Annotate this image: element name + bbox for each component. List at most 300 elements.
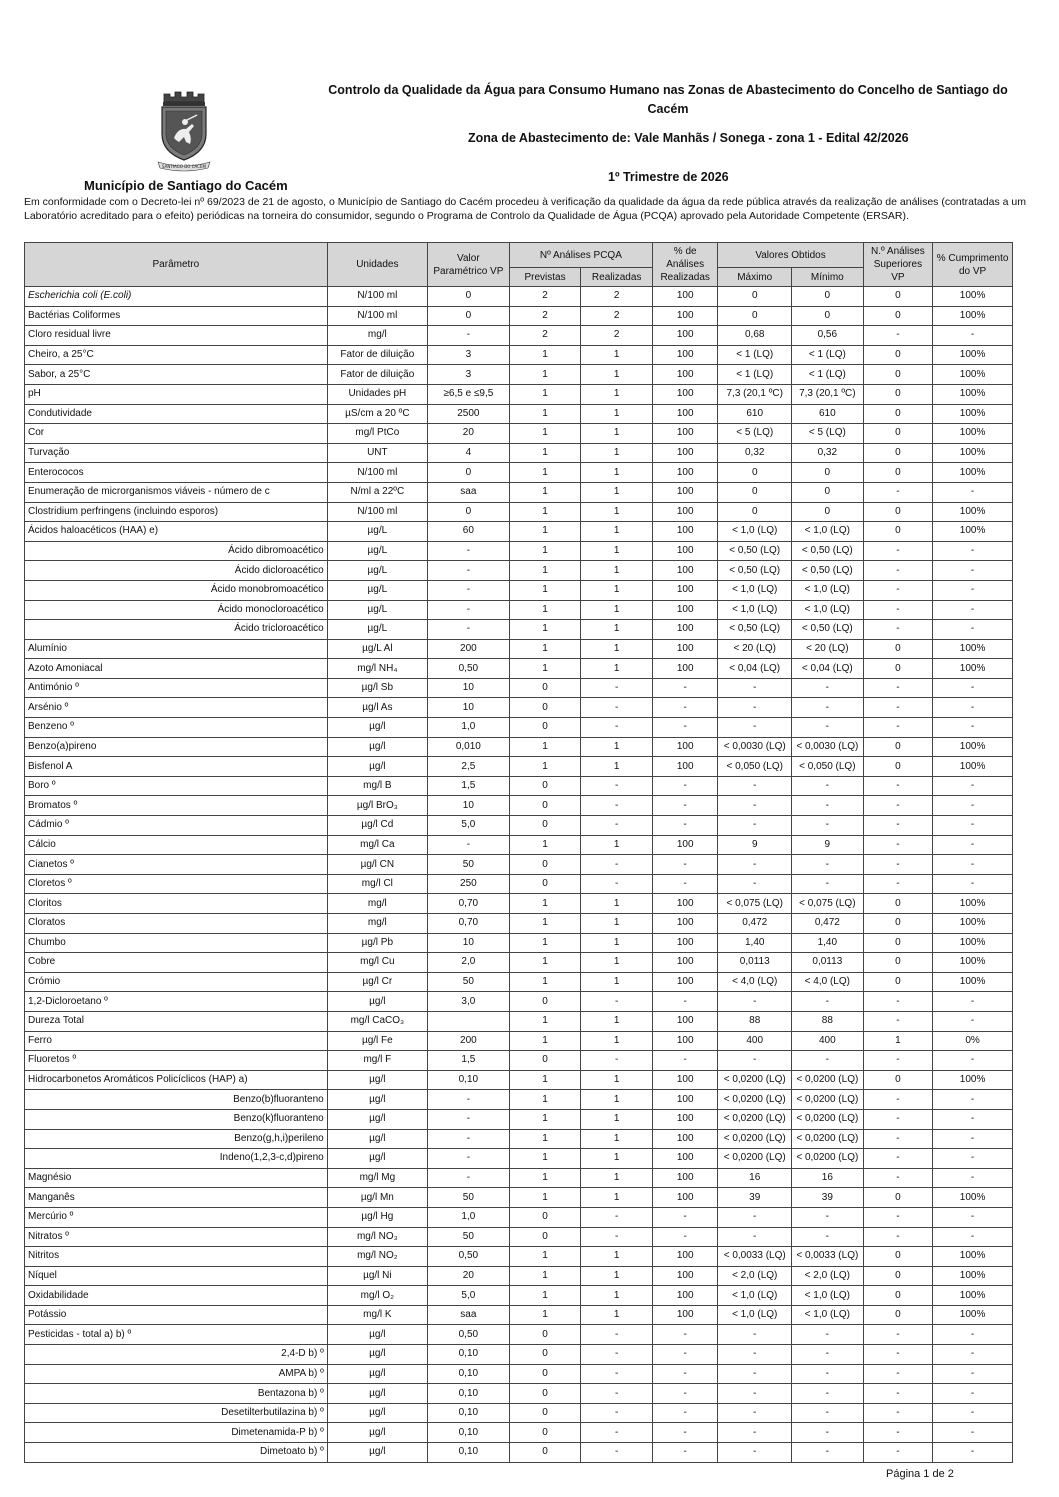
cumprimento-cell: - [933, 1090, 1013, 1110]
superiores-cell: - [863, 561, 933, 581]
previstas-cell: 1 [509, 953, 581, 973]
cumprimento-cell: - [933, 1403, 1013, 1423]
realizadas-cell: 1 [581, 580, 653, 600]
parameter-cell: Cobre [25, 953, 328, 973]
max-cell: - [718, 1051, 792, 1071]
parameter-cell: Ácido monobromoacético [25, 580, 328, 600]
realizadas-cell: - [581, 816, 653, 836]
realizadas-cell: 1 [581, 1031, 653, 1051]
pct-cell: 100 [652, 1031, 717, 1051]
unit-cell: µg/l Hg [327, 1207, 427, 1227]
max-cell: < 0,0030 (LQ) [718, 737, 792, 757]
cumprimento-cell: 100% [933, 757, 1013, 777]
realizadas-cell: 1 [581, 1247, 653, 1267]
vp-cell: saa [427, 1305, 509, 1325]
pct-cell: - [652, 1325, 717, 1345]
table-row [25, 1149, 1013, 1169]
pct-cell: - [652, 855, 717, 875]
table-row [25, 1011, 1013, 1031]
min-cell: < 1 (LQ) [792, 345, 864, 365]
table-row [25, 600, 1013, 620]
realizadas-cell: - [581, 718, 653, 738]
pct-cell: - [652, 1364, 717, 1384]
table-row [25, 1305, 1013, 1325]
max-cell: - [718, 698, 792, 718]
cumprimento-cell: 100% [933, 365, 1013, 385]
realizadas-cell: 1 [581, 894, 653, 914]
max-cell: 0 [718, 502, 792, 522]
min-cell: < 0,50 (LQ) [792, 561, 864, 581]
max-cell: < 0,0200 (LQ) [718, 1090, 792, 1110]
previstas-cell: 2 [509, 326, 581, 346]
superiores-cell: 0 [863, 1266, 933, 1286]
vp-cell: 0 [427, 287, 509, 307]
max-cell: < 1,0 (LQ) [718, 522, 792, 542]
min-cell: - [792, 1364, 864, 1384]
table-row [25, 1247, 1013, 1267]
min-cell: - [792, 678, 864, 698]
previstas-cell: 1 [509, 933, 581, 953]
previstas-cell: 1 [509, 600, 581, 620]
min-cell: 16 [792, 1168, 864, 1188]
parameter-cell: Hidrocarbonetos Aromáticos Policíclicos (HAP) a) [25, 1070, 328, 1090]
unit-cell: µg/L [327, 522, 427, 542]
superiores-cell: - [863, 698, 933, 718]
unit-cell: µg/l [327, 1149, 427, 1169]
realizadas-cell: 1 [581, 933, 653, 953]
realizadas-cell: - [581, 1443, 653, 1463]
parameter-cell: Indeno(1,2,3-c,d)pireno [25, 1149, 328, 1169]
parameter-cell: Cálcio [25, 835, 328, 855]
unit-cell: µS/cm a 20 ºC [327, 404, 427, 424]
max-cell: 16 [718, 1168, 792, 1188]
table-row [25, 1188, 1013, 1208]
realizadas-cell: 1 [581, 1266, 653, 1286]
vp-cell: 0,10 [427, 1345, 509, 1365]
cumprimento-cell: 100% [933, 639, 1013, 659]
table-row [25, 404, 1013, 424]
parameter-cell: Bromatos º [25, 796, 328, 816]
previstas-cell: 0 [509, 776, 581, 796]
parameter-cell: Bisfenol A [25, 757, 328, 777]
previstas-cell: 0 [509, 874, 581, 894]
realizadas-cell: - [581, 1227, 653, 1247]
vp-cell: saa [427, 482, 509, 502]
header-pct-cumprimento: % Cumprimento do VP [933, 243, 1013, 287]
table-row [25, 1384, 1013, 1404]
min-cell: < 0,0200 (LQ) [792, 1070, 864, 1090]
cumprimento-cell: - [933, 541, 1013, 561]
pct-cell: 100 [652, 404, 717, 424]
parameter-cell: Cheiro, a 25°C [25, 345, 328, 365]
unit-cell: µg/l [327, 718, 427, 738]
superiores-cell: 0 [863, 522, 933, 542]
pct-cell: - [652, 776, 717, 796]
vp-cell: 1,5 [427, 776, 509, 796]
max-cell: < 0,075 (LQ) [718, 894, 792, 914]
realizadas-cell: 1 [581, 639, 653, 659]
realizadas-cell: - [581, 855, 653, 875]
max-cell: < 0,0200 (LQ) [718, 1070, 792, 1090]
parameter-cell: Bentazona b) º [25, 1384, 328, 1404]
min-cell: < 4,0 (LQ) [792, 972, 864, 992]
superiores-cell: 0 [863, 659, 933, 679]
vp-cell: 0,50 [427, 1325, 509, 1345]
parameter-cell: Ácidos haloacéticos (HAA) e) [25, 522, 328, 542]
previstas-cell: 1 [509, 1247, 581, 1267]
pct-cell: - [652, 1443, 717, 1463]
max-cell: - [718, 816, 792, 836]
cumprimento-cell: - [933, 1149, 1013, 1169]
cumprimento-cell: 100% [933, 972, 1013, 992]
unit-cell: µg/l [327, 1403, 427, 1423]
previstas-cell: 1 [509, 737, 581, 757]
min-cell: < 1,0 (LQ) [792, 1286, 864, 1306]
superiores-cell: - [863, 796, 933, 816]
max-cell: < 0,50 (LQ) [718, 541, 792, 561]
unit-cell: µg/L [327, 561, 427, 581]
superiores-cell: 0 [863, 404, 933, 424]
cumprimento-cell: - [933, 816, 1013, 836]
superiores-cell: - [863, 1227, 933, 1247]
superiores-cell: - [863, 1011, 933, 1031]
unit-cell: µg/l Pb [327, 933, 427, 953]
cumprimento-cell: - [933, 600, 1013, 620]
realizadas-cell: 1 [581, 345, 653, 365]
parameter-cell: Ácido monocloroacético [25, 600, 328, 620]
header-parametro: Parâmetro [25, 243, 328, 287]
vp-cell: 0,010 [427, 737, 509, 757]
unit-cell: µg/L [327, 620, 427, 640]
max-cell: - [718, 1423, 792, 1443]
min-cell: 610 [792, 404, 864, 424]
pct-cell: - [652, 816, 717, 836]
cumprimento-cell: - [933, 855, 1013, 875]
superiores-cell: - [863, 600, 933, 620]
parameter-cell: Cádmio º [25, 816, 328, 836]
parameter-cell: Oxidabilidade [25, 1286, 328, 1306]
max-cell: - [718, 992, 792, 1012]
realizadas-cell: 1 [581, 620, 653, 640]
min-cell: - [792, 776, 864, 796]
vp-cell: - [427, 1090, 509, 1110]
previstas-cell: 0 [509, 1325, 581, 1345]
table-row [25, 933, 1013, 953]
min-cell: - [792, 718, 864, 738]
pct-cell: 100 [652, 365, 717, 385]
min-cell: < 0,0030 (LQ) [792, 737, 864, 757]
parameter-cell: Níquel [25, 1266, 328, 1286]
unit-cell: µg/l [327, 1443, 427, 1463]
unit-cell: Fator de diluição [327, 365, 427, 385]
table-row [25, 1286, 1013, 1306]
previstas-cell: 1 [509, 1168, 581, 1188]
unit-cell: µg/l [327, 1364, 427, 1384]
realizadas-cell: 1 [581, 600, 653, 620]
previstas-cell: 0 [509, 816, 581, 836]
previstas-cell: 0 [509, 1403, 581, 1423]
max-cell: < 0,050 (LQ) [718, 757, 792, 777]
unit-cell: mg/l B [327, 776, 427, 796]
min-cell: 1,40 [792, 933, 864, 953]
pct-cell: 100 [652, 443, 717, 463]
header-minimo: Mínimo [792, 268, 864, 287]
unit-cell: mg/l NO₃ [327, 1227, 427, 1247]
superiores-cell: - [863, 1207, 933, 1227]
previstas-cell: 1 [509, 1070, 581, 1090]
table-row [25, 345, 1013, 365]
table-row [25, 580, 1013, 600]
parameter-cell: Manganês [25, 1188, 328, 1208]
vp-cell: 10 [427, 933, 509, 953]
max-cell: - [718, 678, 792, 698]
pct-cell: - [652, 1384, 717, 1404]
vp-cell: 0,50 [427, 659, 509, 679]
cumprimento-cell: 100% [933, 502, 1013, 522]
table-row [25, 306, 1013, 326]
previstas-cell: 1 [509, 620, 581, 640]
parameter-cell: AMPA b) º [25, 1364, 328, 1384]
unit-cell: µg/L [327, 541, 427, 561]
pct-cell: 100 [652, 1286, 717, 1306]
superiores-cell: - [863, 1149, 933, 1169]
min-cell: - [792, 1423, 864, 1443]
min-cell: < 1,0 (LQ) [792, 600, 864, 620]
unit-cell: mg/l Mg [327, 1168, 427, 1188]
min-cell: < 0,0200 (LQ) [792, 1129, 864, 1149]
min-cell: - [792, 992, 864, 1012]
unit-cell: N/100 ml [327, 287, 427, 307]
realizadas-cell: - [581, 1384, 653, 1404]
previstas-cell: 1 [509, 659, 581, 679]
pct-cell: 100 [652, 757, 717, 777]
superiores-cell: 0 [863, 737, 933, 757]
pct-cell: 100 [652, 1266, 717, 1286]
superiores-cell: - [863, 855, 933, 875]
municipality-name: Município de Santiago do Cacém [84, 178, 288, 193]
previstas-cell: 0 [509, 1443, 581, 1463]
vp-cell: 250 [427, 874, 509, 894]
table-row [25, 1129, 1013, 1149]
max-cell: < 0,0200 (LQ) [718, 1109, 792, 1129]
parameter-cell: Magnésio [25, 1168, 328, 1188]
vp-cell: 0 [427, 463, 509, 483]
min-cell: 0 [792, 482, 864, 502]
table-row [25, 1443, 1013, 1463]
min-cell: < 1,0 (LQ) [792, 1305, 864, 1325]
vp-cell: 4 [427, 443, 509, 463]
header-n-superiores: N.º Análises Superiores VP [863, 243, 933, 287]
realizadas-cell: 1 [581, 914, 653, 934]
parameter-cell: Cor [25, 424, 328, 444]
vp-cell: - [427, 580, 509, 600]
unit-cell: mg/l [327, 894, 427, 914]
pct-cell: 100 [652, 384, 717, 404]
max-cell: 9 [718, 835, 792, 855]
max-cell: < 1,0 (LQ) [718, 580, 792, 600]
max-cell: 0 [718, 306, 792, 326]
previstas-cell: 0 [509, 1384, 581, 1404]
min-cell: < 0,0200 (LQ) [792, 1149, 864, 1169]
parameter-cell: Alumínio [25, 639, 328, 659]
unit-cell: µg/L [327, 600, 427, 620]
superiores-cell: 0 [863, 914, 933, 934]
previstas-cell: 1 [509, 1188, 581, 1208]
parameter-cell: Nitritos [25, 1247, 328, 1267]
realizadas-cell: - [581, 1423, 653, 1443]
cumprimento-cell: - [933, 718, 1013, 738]
pct-cell: 100 [652, 326, 717, 346]
header-realizadas: Realizadas [581, 268, 653, 287]
cumprimento-cell: - [933, 1109, 1013, 1129]
min-cell: - [792, 874, 864, 894]
max-cell: < 0,0200 (LQ) [718, 1149, 792, 1169]
previstas-cell: 0 [509, 678, 581, 698]
previstas-cell: 0 [509, 1423, 581, 1443]
vp-cell: 0,70 [427, 894, 509, 914]
max-cell: < 1,0 (LQ) [718, 600, 792, 620]
superiores-cell: - [863, 1109, 933, 1129]
max-cell: - [718, 1227, 792, 1247]
realizadas-cell: 1 [581, 384, 653, 404]
realizadas-cell: 1 [581, 1188, 653, 1208]
min-cell: < 5 (LQ) [792, 424, 864, 444]
table-row [25, 1207, 1013, 1227]
pct-cell: 100 [652, 659, 717, 679]
document-title: Controlo da Qualidade da Água para Consumo Humano nas Zonas de Abastecimento do Concelho de Santiago do Cacém [328, 83, 1008, 116]
table-row [25, 1345, 1013, 1365]
vp-cell: 2,0 [427, 953, 509, 973]
cumprimento-cell: - [933, 1207, 1013, 1227]
vp-cell: 0,70 [427, 914, 509, 934]
min-cell: 88 [792, 1011, 864, 1031]
unit-cell: µg/l [327, 1384, 427, 1404]
unit-cell: µg/l Fe [327, 1031, 427, 1051]
superiores-cell: 0 [863, 972, 933, 992]
table-row [25, 1266, 1013, 1286]
unit-cell: µg/l Cr [327, 972, 427, 992]
pct-cell: 100 [652, 1305, 717, 1325]
vp-cell: 50 [427, 1227, 509, 1247]
superiores-cell: 0 [863, 933, 933, 953]
superiores-cell: 0 [863, 757, 933, 777]
max-cell: 0 [718, 287, 792, 307]
cumprimento-cell: 100% [933, 1188, 1013, 1208]
pct-cell: 100 [652, 620, 717, 640]
vp-cell: - [427, 326, 509, 346]
table-row [25, 659, 1013, 679]
table-row [25, 796, 1013, 816]
previstas-cell: 2 [509, 287, 581, 307]
table-row [25, 894, 1013, 914]
parameter-cell: Enterococos [25, 463, 328, 483]
unit-cell: µg/L [327, 580, 427, 600]
parameter-cell: Sabor, a 25°C [25, 365, 328, 385]
realizadas-cell: 2 [581, 326, 653, 346]
cumprimento-cell: - [933, 698, 1013, 718]
pct-cell: - [652, 1051, 717, 1071]
unit-cell: µg/l [327, 1423, 427, 1443]
cumprimento-cell: 100% [933, 463, 1013, 483]
cumprimento-cell: - [933, 1051, 1013, 1071]
cumprimento-cell: 100% [933, 384, 1013, 404]
table-row [25, 424, 1013, 444]
unit-cell: N/100 ml [327, 502, 427, 522]
previstas-cell: 0 [509, 1051, 581, 1071]
previstas-cell: 1 [509, 914, 581, 934]
realizadas-cell: - [581, 678, 653, 698]
cumprimento-cell: 100% [933, 1247, 1013, 1267]
pct-cell: - [652, 698, 717, 718]
pct-cell: - [652, 874, 717, 894]
cumprimento-cell: 100% [933, 1070, 1013, 1090]
vp-cell: - [427, 561, 509, 581]
vp-cell: - [427, 541, 509, 561]
pct-cell: 100 [652, 345, 717, 365]
vp-cell: 0,10 [427, 1403, 509, 1423]
max-cell: - [718, 796, 792, 816]
pct-cell: - [652, 1423, 717, 1443]
parameter-cell: Benzo(g,h,i)perileno [25, 1129, 328, 1149]
max-cell: 88 [718, 1011, 792, 1031]
cumprimento-cell: - [933, 1129, 1013, 1149]
realizadas-cell: 1 [581, 522, 653, 542]
min-cell: < 0,075 (LQ) [792, 894, 864, 914]
realizadas-cell: 1 [581, 835, 653, 855]
table-row [25, 1109, 1013, 1129]
table-row [25, 953, 1013, 973]
table-row [25, 718, 1013, 738]
cumprimento-cell: - [933, 1345, 1013, 1365]
superiores-cell: 0 [863, 502, 933, 522]
cumprimento-cell: 100% [933, 1305, 1013, 1325]
vp-cell: 0,10 [427, 1443, 509, 1463]
max-cell: 610 [718, 404, 792, 424]
vp-cell: 20 [427, 424, 509, 444]
pct-cell: 100 [652, 1168, 717, 1188]
max-cell: < 0,0200 (LQ) [718, 1129, 792, 1149]
previstas-cell: 1 [509, 1011, 581, 1031]
pct-cell: 100 [652, 639, 717, 659]
table-row [25, 835, 1013, 855]
realizadas-cell: 1 [581, 1011, 653, 1031]
cumprimento-cell: - [933, 580, 1013, 600]
pct-cell: 100 [652, 522, 717, 542]
cumprimento-cell: 100% [933, 404, 1013, 424]
superiores-cell: 0 [863, 953, 933, 973]
vp-cell: 50 [427, 972, 509, 992]
previstas-cell: 0 [509, 992, 581, 1012]
max-cell: < 1 (LQ) [718, 365, 792, 385]
realizadas-cell: - [581, 1364, 653, 1384]
table-row [25, 914, 1013, 934]
pct-cell: - [652, 1345, 717, 1365]
min-cell: 0 [792, 463, 864, 483]
vp-cell: 200 [427, 639, 509, 659]
superiores-cell: - [863, 326, 933, 346]
max-cell: 400 [718, 1031, 792, 1051]
parameter-cell: Dureza Total [25, 1011, 328, 1031]
pct-cell: - [652, 796, 717, 816]
unit-cell: µg/l [327, 1090, 427, 1110]
unit-cell: mg/l NO₂ [327, 1247, 427, 1267]
realizadas-cell: 1 [581, 443, 653, 463]
cumprimento-cell: - [933, 874, 1013, 894]
superiores-cell: - [863, 1443, 933, 1463]
max-cell: 1,40 [718, 933, 792, 953]
superiores-cell: 0 [863, 1188, 933, 1208]
pct-cell: 100 [652, 953, 717, 973]
